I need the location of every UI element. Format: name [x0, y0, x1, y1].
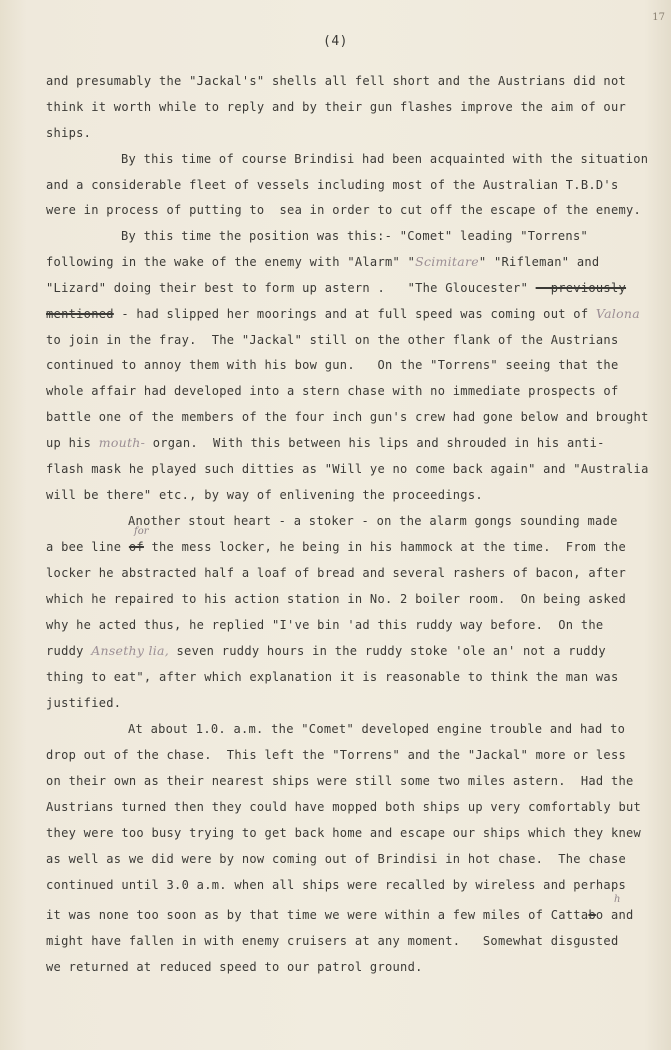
text-line: thing to eat", after which explanation it is reasonable to think the man was — [46, 670, 619, 684]
text-line: and presumably the "Jackal's" shells all fell short and the Austrians did not — [46, 74, 627, 88]
text-line: which he repaired to his action station in No. 2 boiler room. On being asked — [46, 592, 627, 606]
text-line: justified. — [46, 696, 122, 710]
text-line: we returned at reduced speed to our patrol ground. — [46, 960, 423, 974]
text-line: drop out of the chase. This left the "Torrens" and the "Jackal" more or less — [46, 748, 627, 762]
text-line: to join in the fray. The "Jackal" still on the other flank of the Austrians — [46, 333, 619, 347]
text-line: Austrians turned then they could have mopped both ships up very comfortably but — [46, 800, 642, 814]
line-text: up his — [46, 436, 99, 450]
text-line: why he acted thus, he replied "I've bin 'ad this ruddy way before. On the — [46, 618, 604, 632]
text-line: as well as we did were by now coming out of Brindisi in hot chase. The chase — [46, 852, 627, 866]
text-line: will be there" etc., by way of enlivening the proceedings. — [46, 488, 483, 502]
text-line: Another stout heart - a stoker - on the alarm gongs sounding made — [128, 514, 618, 528]
line-text: the mess locker, he being in his hammock at the time. From the — [143, 540, 627, 554]
line-text: following in the wake of the enemy with "Alarm" " — [46, 255, 416, 269]
text-line: flash mask he played such ditties as "Will ye no come back again" and "Australia — [46, 462, 649, 476]
text-line: they were too busy trying to get back home and escape our ships which they knew — [46, 826, 642, 840]
text-line: continued until 3.0 a.m. when all ships were recalled by wireless and perhaps — [46, 878, 627, 892]
struck-text: - previously — [535, 281, 627, 295]
text-line — [46, 908, 634, 922]
line-text: ruddy — [46, 644, 92, 658]
line-text: it was none too soon as by that time we were within a few miles of Catta — [46, 908, 589, 922]
struck-text: mentioned — [46, 307, 114, 321]
text-line: and a considerable fleet of vessels including most of the Australian T.B.D's — [46, 178, 619, 192]
line-text: a bee line — [46, 540, 129, 554]
line-text: "Rifleman" and — [486, 255, 600, 269]
text-line: on their own as their nearest ships were still some two miles astern. Had the — [46, 774, 634, 788]
text-line: following in the wake of the enemy with "Alarm" "Scimitare" "Rifleman" and — [46, 254, 600, 269]
text-line: By this time of course Brindisi had been acquainted with the situation — [121, 152, 649, 166]
text-line: At about 1.0. a.m. the "Comet" developed engine trouble and had to — [128, 722, 626, 736]
text-line — [46, 436, 605, 450]
handwritten-insertion: mouth- — [98, 435, 146, 450]
text-line: By this time the position was this:- "Comet" leading "Torrens" — [121, 229, 589, 243]
handwritten-insertion: Ansethy lia, — [91, 643, 169, 658]
text-line: whole affair had developed into a stern chase with no immediate prospects of — [46, 384, 619, 398]
text-line: battle one of the members of the four inch gun's crew had gone below and brought — [46, 410, 649, 424]
line-text: seven ruddy hours in the ruddy stoke 'ole an' not a ruddy — [168, 644, 606, 658]
page-number: (4) — [323, 34, 348, 49]
text-line — [46, 644, 606, 658]
struck-text: of — [128, 540, 144, 554]
text-line: think it worth while to reply and by their gun flashes improve the aim of our — [46, 100, 627, 114]
text-line: continued to annoy them with his bow gun. On the "Torrens" seeing that the — [46, 358, 619, 372]
text-line — [46, 281, 626, 295]
line-text: "Lizard" doing their best to form up astern . "The Gloucester" — [46, 281, 536, 295]
text-line — [46, 307, 640, 321]
text-line: were in process of putting to sea in order to cut off the escape of the enemy. — [46, 203, 642, 217]
line-text: - had slipped her moorings and at full speed was coming out of — [113, 307, 596, 321]
struck-text: b — [588, 908, 596, 922]
text-line: ships. — [46, 126, 92, 140]
text-line — [46, 540, 626, 554]
line-text: organ. With this between his lips and shrouded in his anti- — [145, 436, 605, 450]
line-text: o and — [595, 908, 634, 922]
handwritten-insertion: Valona — [595, 306, 640, 321]
folio-number: 17 — [652, 12, 665, 23]
handwritten-insertion: Scimitare — [415, 254, 479, 269]
handwritten-insertion: h — [614, 894, 621, 905]
handwritten-insertion: for — [134, 526, 149, 537]
text-line: locker he abstracted half a loaf of bread and several rashers of bacon, after — [46, 566, 627, 580]
text-line: might have fallen in with enemy cruisers at any moment. Somewhat disgusted — [46, 934, 619, 948]
